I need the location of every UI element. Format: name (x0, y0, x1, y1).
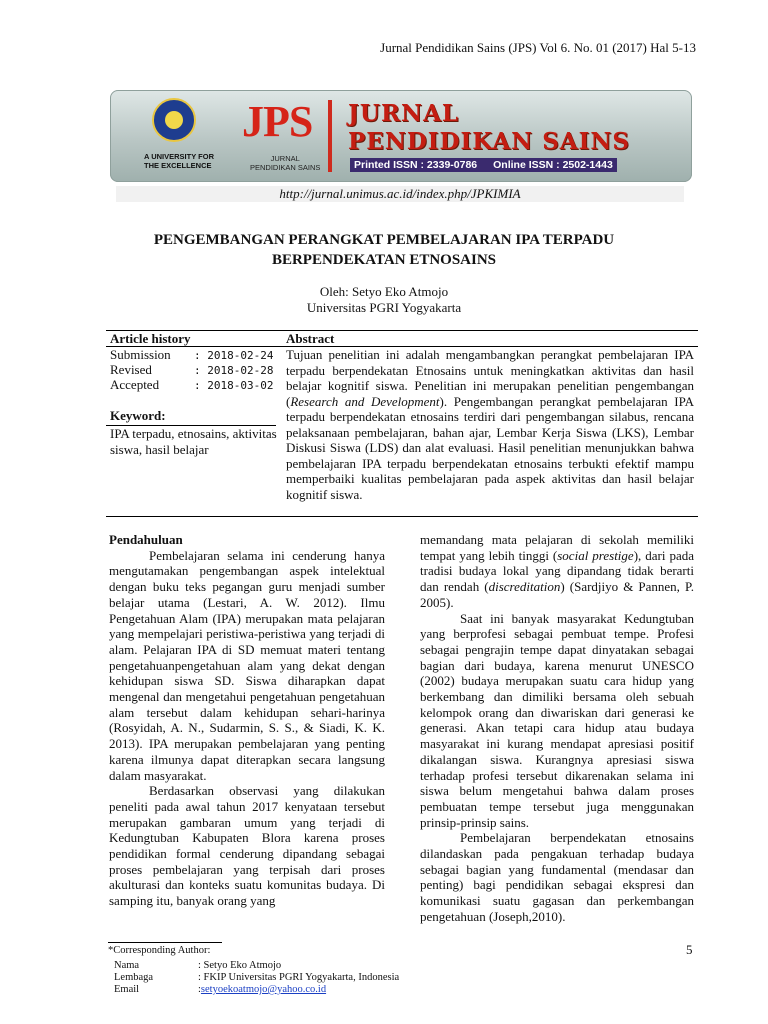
abstract-heading: Abstract (286, 331, 335, 346)
journal-banner (110, 90, 692, 182)
paragraph: Pembelajaran selama ini cenderung hanya mengutamakan pengembangan aspek intelektual dengan buku teks pegangan guru menjadi sumber belajar utama (Lestari, A. W. 2012). Ilmu Pengetahuan Alam (IPA) merupakan mata pelajaran yang mempelajari peristiwa-peristiwa yang terjadi di alam. Pelajaran IPA di SD memuat materi tentang pengetahuanpengetahuan alam yang dekat dengan kehidupan siswa SD. Siswa diharapkan dapat mengenal dan mengetahui pengetahuan pengetahuan alam tersebut dalam kehidupan sehari-harinya (Rosyidah, A. N., Sudarmin, S. S., & Siadi, K. K. 2013). IPA merupakan pembelajaran yang penting karena ilmunya dapat diterapkan secara langsung dalam masyarakat. (109, 547, 385, 783)
article-history-heading: Article history (110, 331, 191, 346)
running-head: Jurnal Pendidikan Sains (JPS) Vol 6. No. 01 (2017) Hal 5-13 (380, 40, 696, 55)
university-tagline: A UNIVERSITY FOR THE EXCELLENCE (144, 152, 215, 170)
footnote-nama-label: Nama (114, 960, 140, 971)
byline: Oleh: Setyo Eko Atmojo (319, 284, 449, 299)
page-number: 5 (686, 942, 693, 957)
footnote-email-label: Email (114, 984, 140, 995)
abstract-text: Tujuan penelitian ini adalah mengambangkan perangkat pembelajaran IPA terpadu berpendekatan Etnosains untuk meningkatkan aktivitas dan hasil belajar kognitif siswa. Penelitian ini merupakan penelitian pengembangan (Research and Development). Pengembangan perangkat pembelajaran IPA terpadu berpendekatan etnosains terdiri dari pengembangan silabus, rencana pelaksanaan pembelajaran, bahan ajar, Lembar Kerja Siswa (LKS), Lembar Diskusi Siswa (LDS) dan alat evaluasi. Hasil penelitian menunjukkan bahwa pembelajaran IPA terpadu berpendekatan etnosains terbukti efektif mampu memperbaiki kualitas pembelajaran pada aspek aktivitas dan hasil belajar kognitif siswa. (286, 347, 694, 502)
university-seal-icon (152, 98, 196, 142)
body-left-column (109, 532, 385, 909)
table-top-rule (106, 330, 698, 331)
issn-strip (350, 158, 617, 172)
paragraph: Berdasarkan observasi yang dilakukan peneliti pada awal tahun 2017 kenyataan tersebut merupakan gambaran umum yang terjadi di Kedungtuban Kabupaten Blora karena proses pendidikan formal cenderung dipandang sebagai proses pembelajaran yang terpisah dari proses akulturasi dan konteks suatu komunitas budaya. Di samping itu, banyak orang yang (109, 783, 385, 909)
body-right-column (420, 532, 694, 925)
paragraph: Pembelajaran berpendekatan etnosains dilandaskan pada pengakuan terhadap budaya sebagai bagian yang fundamental (mendasar dan penting) bagi pendidikan sebagai ekspresi dan komunikasi suatu gagasan dan perkembangan pengetahuan (Joseph,2010). (420, 830, 694, 924)
keyword-heading: Keyword: (110, 408, 166, 423)
author-block (0, 284, 768, 316)
jps-logo: JPS (242, 97, 313, 146)
print-issn: Printed ISSN : 2339-0786 (354, 159, 478, 171)
jps-logo-caption: JURNAL PENDIDIKAN SAINS (250, 154, 321, 172)
journal-name-line-1: JURNAL (348, 100, 460, 127)
keyword-text: IPA terpadu, etnosains, aktivitas siswa, hasil belajar (110, 426, 277, 457)
journal-name-line-2: PENDIDIKAN SAINS (348, 128, 631, 155)
table-bottom-rule (106, 516, 698, 517)
paragraph: Saat ini banyak masyarakat Kedungtuban yang berprofesi sebagai pembuat tempe. Profesi sebagai pengrajin tempe dapat dinyatakan sebagai bagian dari budaya, karena menurut UNESCO (2002) budaya merupakan suatu cara hidup yang berkembang dan dimiliki bersama oleh sebuah kelompok orang dan diwariskan dari generasi ke generasi. Akan tetapi cara hidup atau budaya masyarakat ini kurang mendapat apresiasi positif dikalangan siswa. Kurangnya apresiasi siswa terhadap profesi tersebut dikarenakan selama ini siswa belum mengetahui bahwa dalam proses pembuatan tempe tersebut juga menggunakan prinsip-prinsip sains. (420, 610, 694, 830)
footnote-nama-value: : Setyo Eko Atmojo (198, 960, 282, 971)
paragraph: memandang mata pelajaran di sekolah memiliki tempat yang lebih tinggi (social prestige), dari pada tradisi budaya lokal yang dipandang tidak berarti dan rendah (discreditation) (Sardjiyo & Pannen, P. 2005). (420, 532, 695, 610)
journal-url[interactable]: http://jurnal.unimus.ac.id/index.php/JPKIMIA (116, 186, 684, 202)
online-issn: Online ISSN : 2502-1443 (493, 159, 613, 171)
footnote-heading: *Corresponding Author: (108, 945, 211, 956)
footnote-lembaga-value: : FKIP Universitas PGRI Yogyakarta, Indonesia (198, 972, 400, 983)
affiliation: Universitas PGRI Yogyakarta (306, 300, 462, 315)
footnote-rule (108, 942, 222, 943)
section-heading: Pendahuluan (109, 532, 183, 547)
footnote-email-row: :setyoekoatmojo@yahoo.co.id (198, 984, 327, 995)
footnote-lembaga-label: Lembaga (114, 972, 154, 983)
banner-divider (328, 100, 332, 172)
paper-title: PENGEMBANGAN PERANGKAT PEMBELAJARAN IPA TERPADU BERPENDEKATAN ETNOSAINS (153, 232, 615, 268)
email-link[interactable]: setyoekoatmojo@yahoo.co.id (200, 984, 327, 995)
